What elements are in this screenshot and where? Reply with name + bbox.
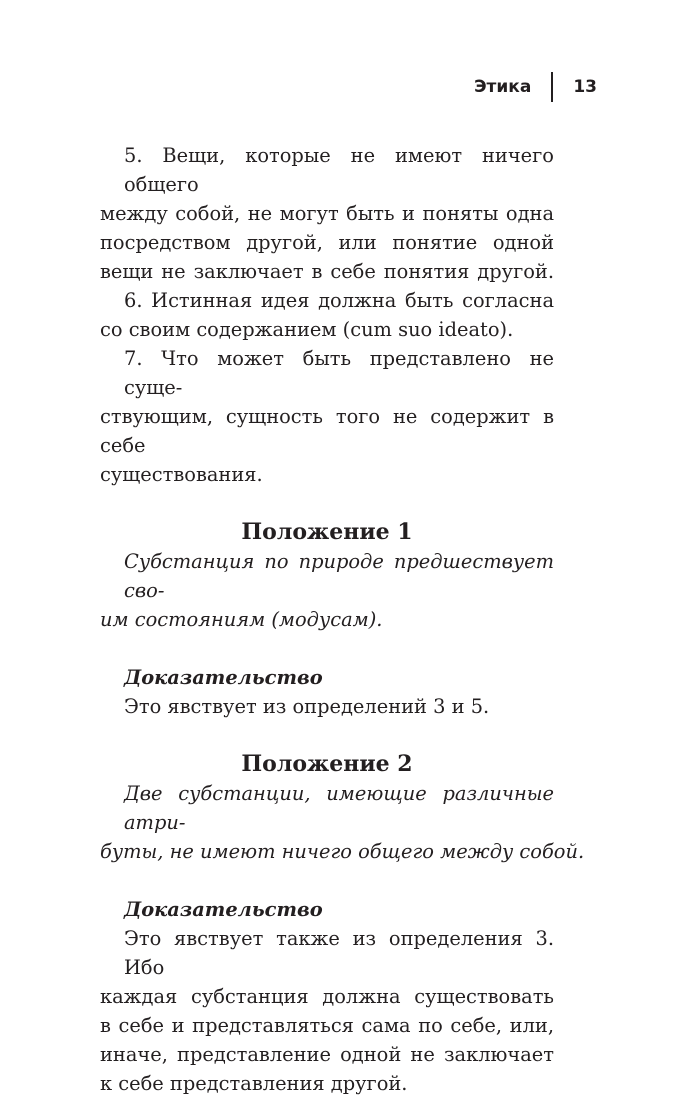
text-line: со своим содержанием (cum suo ideato). bbox=[100, 318, 514, 341]
text-line: ствующим, сущность того не содержит в себе bbox=[100, 405, 554, 457]
text-line: в себе и представляться сама по себе, или, bbox=[100, 1014, 554, 1037]
proposition-1-statement bbox=[100, 547, 554, 634]
text-line: иначе, представление одной не заключает bbox=[100, 1043, 554, 1066]
text-line: Это явствует также из определения 3. Ибо bbox=[124, 927, 554, 979]
text-line: каждая субстанция должна существовать bbox=[100, 985, 554, 1008]
proposition-2-statement bbox=[100, 779, 585, 866]
page-number: 13 bbox=[573, 77, 597, 97]
text-line: Это явствует из определений 3 и 5. bbox=[124, 695, 490, 718]
header-divider bbox=[551, 72, 553, 102]
text-line: 6. Истинная идея должна быть согласна bbox=[124, 289, 554, 312]
proof-2-title: Доказательство bbox=[124, 898, 323, 921]
text-line: посредством другой, или понятие одной bbox=[100, 231, 554, 254]
text-line: существования. bbox=[100, 463, 263, 486]
proof-2-text bbox=[100, 924, 554, 1098]
text-line: им состояниям (модусам). bbox=[100, 608, 383, 631]
definition-6 bbox=[100, 286, 554, 344]
text-line: 5. Вещи, которые не имеют ничего общего bbox=[124, 144, 554, 196]
header-title: Этика bbox=[474, 77, 532, 97]
body-text bbox=[100, 141, 585, 1098]
running-header bbox=[474, 72, 597, 102]
text-line: Две субстанции, имеющие различные атри- bbox=[124, 782, 554, 834]
proposition-1-heading: Положение 1 bbox=[241, 519, 413, 545]
definition-7 bbox=[100, 344, 554, 489]
text-line: Субстанция по природе предшествует сво- bbox=[124, 550, 554, 602]
proof-1-text bbox=[100, 692, 554, 721]
text-line: буты, не имеют ничего общего между собой. bbox=[100, 840, 585, 863]
text-line: 7. Что может быть представлено не суще- bbox=[124, 347, 554, 399]
text-line: вещи не заключает в себе понятия другой. bbox=[100, 260, 554, 283]
proposition-2-heading: Положение 2 bbox=[241, 751, 413, 777]
text-line: между собой, не могут быть и поняты одна bbox=[100, 202, 554, 225]
definition-5 bbox=[100, 141, 554, 286]
proof-1-title: Доказательство bbox=[124, 666, 323, 689]
text-line: к себе представления другой. bbox=[100, 1072, 408, 1095]
